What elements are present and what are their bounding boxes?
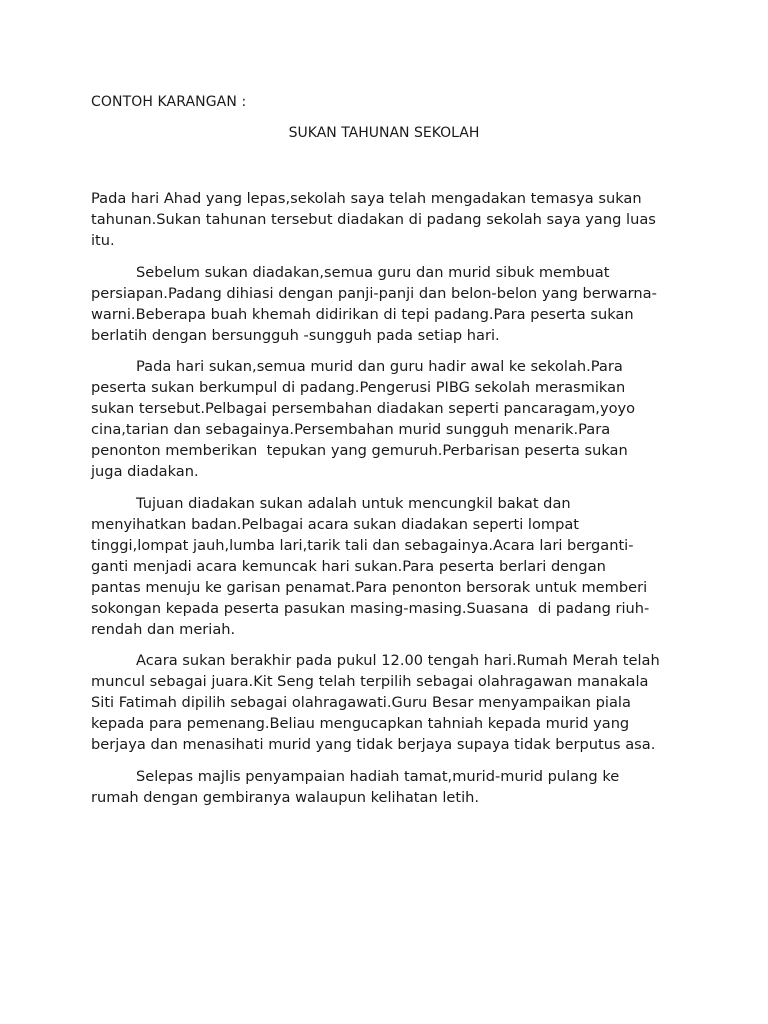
paragraph-line: Pada hari Ahad yang lepas,sekolah saya telah mengadakan temasya sukan [91, 190, 642, 207]
paragraph-line: rumah dengan gembiranya walaupun kelihatan letih. [91, 788, 480, 806]
paragraph-line: persiapan.Padang dihiasi dengan panji-panji dan belon-belon yang berwarna- [91, 284, 657, 302]
paragraph-line: sukan tersebut.Pelbagai persembahan diadakan seperti pancaragam,yoyo [91, 400, 636, 417]
essay-paragraph [91, 650, 691, 755]
paragraph-line: tinggi,lompat jauh,lumba lari,tarik tali dan sebagainya.Acara lari berganti- [91, 536, 634, 554]
essay-paragraph [91, 493, 691, 640]
paragraph-line: itu. [91, 232, 115, 249]
paragraph-line: Sebelum sukan diadakan,semua guru dan murid sibuk membuat [136, 263, 610, 281]
paragraph-line: pantas menuju ke garisan penamat.Para penonton bersorak untuk memberi [91, 578, 648, 596]
paragraph-line: Pada hari sukan,semua murid dan guru hadir awal ke sekolah.Para [136, 358, 623, 375]
paragraph-line: ganti menjadi acara kemuncak hari sukan.Para peserta berlari dengan [91, 557, 606, 575]
paragraph-line: menyihatkan badan.Pelbagai acara sukan diadakan seperti lompat [91, 515, 580, 533]
paragraph-line: berjaya dan menasihati murid yang tidak berjaya supaya tidak berputus asa. [91, 736, 656, 753]
paragraph-line: cina,tarian dan sebagainya.Persembahan murid sungguh menarik.Para [91, 421, 611, 438]
paragraph-line: juga diadakan. [91, 463, 199, 480]
paragraph-line: Tujuan diadakan sukan adalah untuk mencungkil bakat dan [136, 494, 571, 512]
paragraph-line: penonton memberikan tepukan yang gemuruh.Perbarisan peserta sukan [91, 442, 628, 459]
essay-paragraph [91, 188, 691, 251]
paragraph-line: muncul sebagai juara.Kit Seng telah terpilih sebagai olahragawan manakala [91, 673, 649, 690]
paragraph-line: sokongan kepada peserta pasukan masing-masing.Suasana di padang riuh- [91, 599, 650, 617]
paragraph-line: tahunan.Sukan tahunan tersebut diadakan di padang sekolah saya yang luas [91, 211, 656, 228]
essay-paragraph [91, 766, 691, 808]
document-heading: CONTOH KARANGAN : [91, 94, 247, 110]
paragraph-line: Acara sukan berakhir pada pukul 12.00 tengah hari.Rumah Merah telah [136, 652, 660, 669]
paragraph-line: berlatih dengan bersungguh -sungguh pada setiap hari. [91, 326, 500, 344]
essay-title: SUKAN TAHUNAN SEKOLAH [288, 125, 480, 141]
paragraph-line: Selepas majlis penyampaian hadiah tamat,murid-murid pulang ke [136, 767, 620, 785]
essay-paragraph [91, 356, 691, 482]
essay-paragraph [91, 262, 691, 346]
paragraph-line: Siti Fatimah dipilih sebagai olahragawati.Guru Besar menyampaikan piala [91, 694, 631, 711]
paragraph-line: kepada para pemenang.Beliau mengucapkan tahniah kepada murid yang [91, 715, 630, 732]
paragraph-line: rendah dan meriah. [91, 620, 236, 638]
paragraph-line: peserta sukan berkumpul di padang.Pengerusi PIBG sekolah merasmikan [91, 379, 626, 396]
essay-body [91, 188, 691, 818]
paragraph-line: warni.Beberapa buah khemah didirikan di tepi padang.Para peserta sukan [91, 305, 634, 323]
